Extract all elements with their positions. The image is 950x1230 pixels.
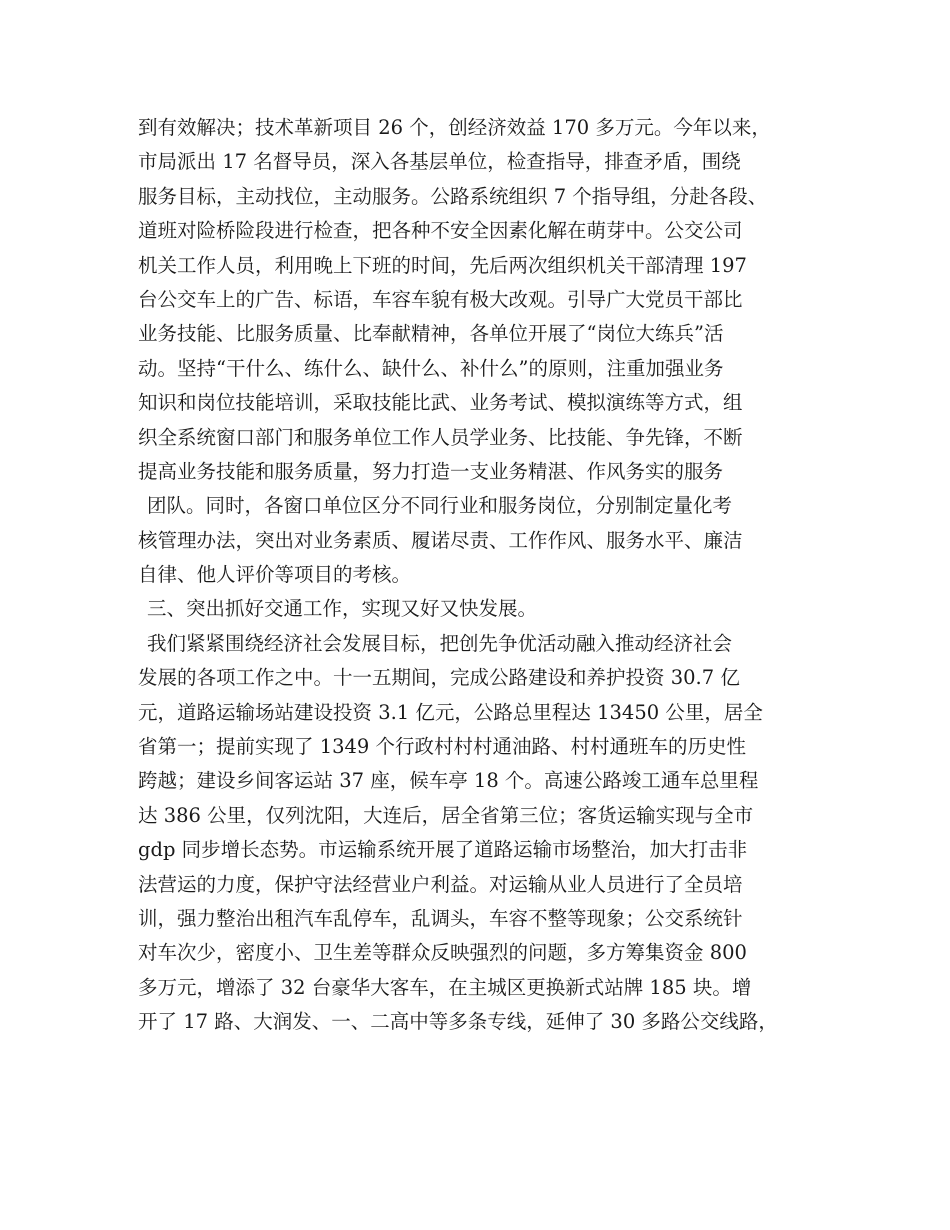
text-line: 服务目标，主动找位，主动服务。公路系统组织 7 个指导组，分赴各段、 — [138, 184, 768, 208]
text-line: 跨越；建设乡间客运站 37 座，候车亭 18 个。高速公路竣工通车总里程 — [138, 769, 759, 793]
text-line: 多万元，增添了 32 台豪华大客车，在主城区更换新式站牌 185 块。增 — [138, 975, 752, 999]
text-line: 我们紧紧围绕经济社会发展目标，把创先争优活动融入推动经济社会 — [147, 631, 733, 655]
text-line: 机关工作人员，利用晚上下班的时间，先后两次组织机关干部清理 197 — [138, 253, 747, 277]
text-line: 元，道路运输场站建设投资 3.1 亿元，公路总里程达 13450 公里，居全 — [138, 700, 763, 724]
text-line: 发展的各项工作之中。十一五期间，完成公路建设和养护投资 30.7 亿 — [138, 666, 740, 690]
text-line: 核管理办法，突出对业务素质、履诺尽责、工作作风、服务水平、廉洁 — [138, 528, 743, 552]
text-line: 省第一；提前实现了 1349 个行政村村村通油路、村村通班车的历史性 — [138, 735, 747, 759]
text-line: 业务技能、比服务质量、比奉献精神，各单位开展了“岗位大练兵”活 — [138, 322, 724, 346]
text-line: 对车次少，密度小、卫生差等群众反映强烈的问题，多方筹集资金 800 — [138, 941, 747, 965]
text-line: 道班对险桥险段进行检查，把各种不安全因素化解在萌芽中。公交公司 — [138, 219, 743, 243]
text-line: 提高业务技能和服务质量，努力打造一支业务精湛、作风务实的服务 — [138, 459, 724, 483]
text-line: 动。坚持“干什么、练什么、缺什么、补什么”的原则，注重加强业务 — [138, 356, 724, 380]
text-line: 到有效解决；技术革新项目 26 个，创经济效益 170 多万元。今年以来， — [138, 116, 771, 139]
text-line: gdp 同步增长态势。市运输系统开展了道路运输市场整治，加大打击非 — [138, 838, 748, 862]
body-text — [138, 111, 838, 1040]
text-line: 织全系统窗口部门和服务单位工作人员学业务、比技能、争先锋，不断 — [138, 425, 743, 449]
text-line: 开了 17 路、大润发、一、二高中等多条专线，延伸了 30 多路公交线路， — [138, 1010, 778, 1034]
text-line: 法营运的力度，保护守法经营业户利益。对运输从业人员进行了全员培 — [138, 872, 743, 896]
text-line: 知识和岗位技能培训，采取技能比武、业务考试、模拟演练等方式，组 — [138, 391, 743, 415]
text-line: 市局派出 17 名督导员，深入各基层单位，检查指导，排查矛盾，围绕 — [138, 150, 741, 174]
text-line: 台公交车上的广告、标语，车容车貌有极大改观。引导广大党员干部比 — [138, 287, 743, 311]
text-line: 达 386 公里，仅列沈阳，大连后，居全省第三位；客货运输实现与全市 — [138, 803, 754, 827]
section-heading: 三、突出抓好交通工作，实现又好又快发展。 — [147, 597, 538, 621]
text-line: 训，强力整治出租汽车乱停车，乱调头，车容不整等现象；公交系统针 — [138, 906, 743, 930]
text-line: 自律、他人评价等项目的考核。 — [138, 563, 412, 587]
text-line: 团队。同时，各窗口单位区分不同行业和服务岗位，分别制定量化考 — [147, 494, 733, 518]
